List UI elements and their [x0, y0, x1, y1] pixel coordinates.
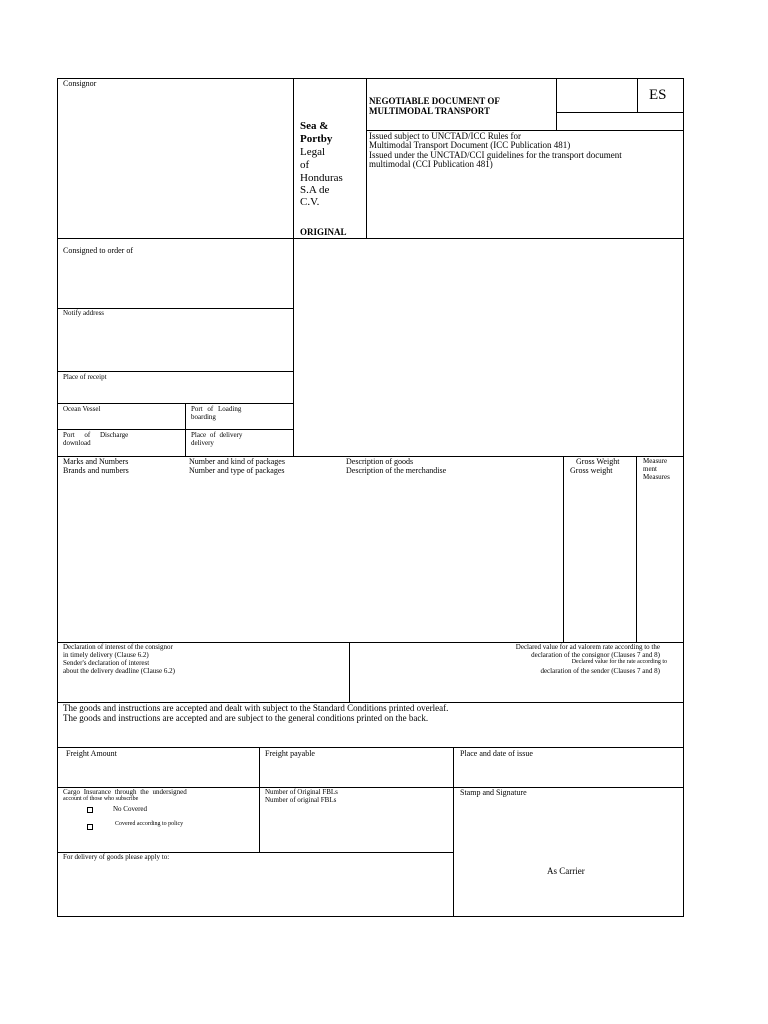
- divider: [57, 403, 293, 404]
- interest-declaration: in timely delivery (Clause 6.2): [63, 651, 149, 659]
- divider: [185, 403, 186, 456]
- interest-declaration: Sender's declaration of interest: [63, 659, 150, 667]
- divider: [636, 456, 637, 642]
- divider: [293, 78, 294, 456]
- covered-policy-checkbox[interactable]: [87, 824, 93, 830]
- port-of-discharge-label: download: [63, 439, 91, 447]
- company-line: Portby: [300, 133, 333, 145]
- divider: [57, 371, 293, 372]
- conditions-text: The goods and instructions are accepted and dealt with subject to the Standard Conditions printed overleaf.: [63, 703, 449, 713]
- divider: [453, 747, 454, 917]
- declared-value: declaration of the consignor (Clauses 7 and 8): [531, 651, 660, 659]
- description-header: Description of the merchandise: [346, 466, 447, 475]
- declared-value: Declared value for ad valorem rate according to the: [515, 643, 660, 651]
- border-top: [57, 78, 684, 79]
- place-of-receipt-label: Place of receipt: [63, 373, 107, 381]
- covered-policy-label: Covered according to policy: [115, 821, 184, 827]
- consigned-label: Consigned to order of: [63, 246, 133, 255]
- freight-payable-label: Freight payable: [265, 749, 315, 758]
- company-line: S.A de: [300, 184, 330, 196]
- gross-weight-header: Gross weight: [570, 466, 613, 475]
- packages-header: Number and kind of packages: [189, 457, 285, 466]
- document-title: MULTIMODAL TRANSPORT: [369, 106, 490, 116]
- no-covered-label: No Covered: [113, 805, 148, 813]
- cargo-insurance-label: Cargo Insurance through the undersigned: [63, 788, 187, 796]
- packages-header: Number and type of packages: [189, 466, 285, 475]
- interest-declaration: Declaration of interest of the consignor: [63, 643, 173, 651]
- notify-address-label: Notify address: [63, 309, 105, 317]
- divider: [349, 642, 350, 702]
- place-of-delivery-label: delivery: [191, 439, 214, 447]
- measurement-header: Measure: [643, 457, 668, 465]
- border-left: [57, 78, 58, 917]
- divider: [556, 112, 683, 113]
- company-line: of: [300, 159, 310, 171]
- document-title: NEGOTIABLE DOCUMENT OF: [369, 96, 500, 106]
- border-bottom: [57, 916, 684, 917]
- divider: [57, 747, 684, 748]
- divider: [556, 78, 557, 130]
- issued-note: Multimodal Transport Document (ICC Publication 481): [369, 140, 571, 150]
- divider: [57, 429, 293, 430]
- place-of-delivery-label: Place of delivery: [191, 431, 243, 439]
- fbl-count-label: Number of original FBLs: [265, 796, 337, 804]
- company-line: Legal: [300, 146, 326, 158]
- consignor-label: Consignor: [63, 79, 97, 88]
- document-code: ES: [649, 87, 667, 103]
- fbl-count-label: Number of Original FBLs: [265, 788, 338, 796]
- divider: [259, 747, 260, 853]
- issued-note: Issued subject to UNCTAD/ICC Rules for: [369, 131, 522, 141]
- issued-note: multimodal (CCI Publication 481): [369, 159, 493, 169]
- ocean-vessel-label: Ocean Vessel: [63, 405, 101, 413]
- conditions-text: The goods and instructions are accepted and are subject to the general conditions printed on the back.: [63, 713, 429, 723]
- description-header: Description of goods: [346, 457, 414, 466]
- place-date-issue-label: Place and date of issue: [460, 749, 533, 758]
- company-line: C.V.: [300, 196, 320, 208]
- freight-amount-label: Freight Amount: [66, 749, 117, 758]
- company-line: Sea &: [300, 120, 329, 132]
- measurement-header: ment: [643, 465, 657, 473]
- as-carrier-label: As Carrier: [547, 866, 585, 876]
- gross-weight-header: Gross Weight: [576, 457, 620, 466]
- stamp-signature-label: Stamp and Signature: [460, 788, 527, 797]
- divider: [563, 456, 564, 642]
- no-covered-checkbox[interactable]: [87, 807, 93, 813]
- delivery-apply-label: For delivery of goods please apply to:: [63, 853, 170, 861]
- interest-declaration: about the delivery deadline (Clause 6.2): [63, 667, 175, 675]
- marks-header: Brands and numbers: [63, 466, 129, 475]
- company-line: Honduras: [300, 172, 343, 184]
- border-right: [683, 78, 684, 917]
- port-of-discharge-label: Port of Discharge: [63, 431, 129, 439]
- marks-header: Marks and Numbers: [63, 457, 129, 466]
- port-of-loading-label: Port of Loading: [191, 405, 242, 413]
- issued-note: Issued under the UNCTAD/CCI guidelines for the transport document: [369, 150, 622, 160]
- declared-value: Declared value for the rate according to: [571, 659, 667, 665]
- divider: [57, 238, 684, 239]
- declared-value: declaration of the sender (Clauses 7 and 8): [540, 667, 660, 675]
- divider: [366, 78, 367, 238]
- port-of-loading-label: boarding: [191, 413, 216, 421]
- measurement-header: Measures: [643, 473, 670, 481]
- cargo-insurance-label: account of those who subscribe: [63, 796, 139, 802]
- original-label: ORIGINAL: [300, 227, 347, 237]
- divider: [637, 78, 638, 112]
